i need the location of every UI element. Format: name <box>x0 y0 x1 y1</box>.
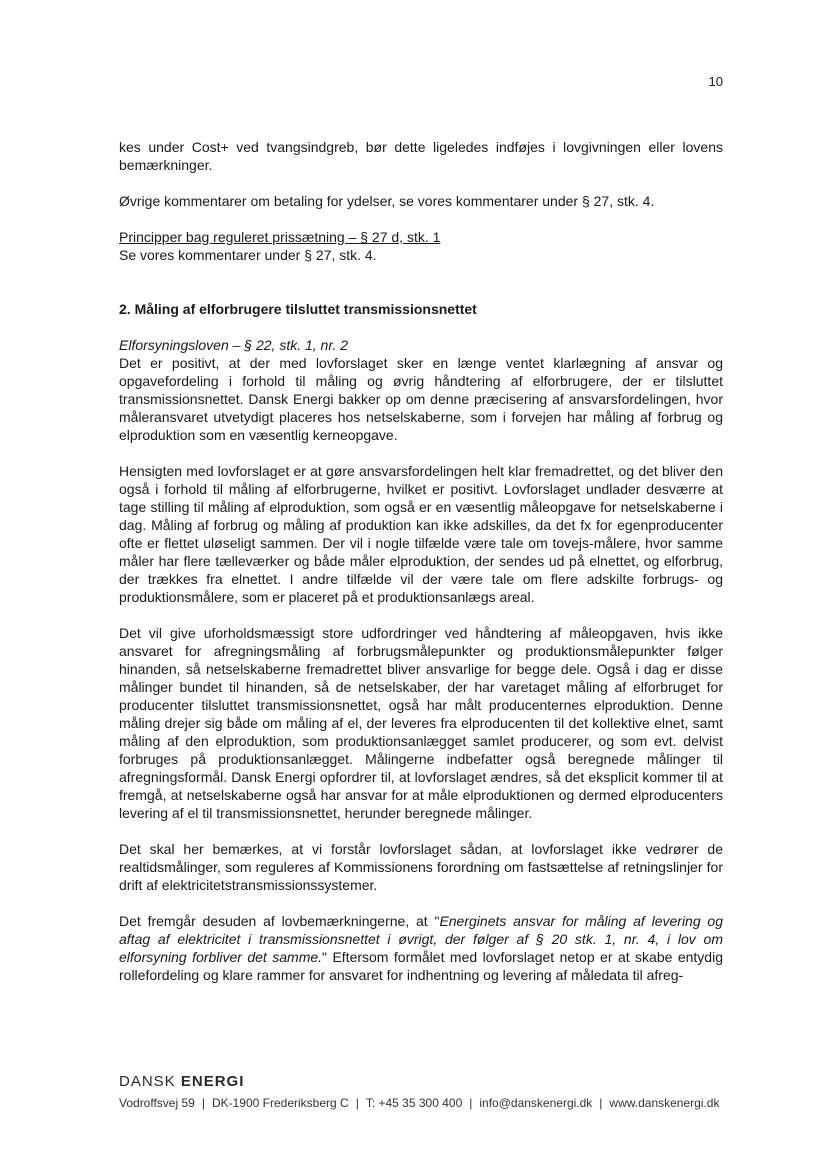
footer-address: Vodroffsvej 59 <box>119 1096 195 1110</box>
paragraph-challenges: Det vil give uforholdsmæssigt store udfordringer ved håndtering af måleopgaven, hvis ikke ansvaret for afregningsmåling af forbrugsmålepunkter og produktionsmålepunkter følger hinanden, så netselskaberne fremadrettet bliver ansvarlige for begge dele. Også i dag er disse målinger bundet til hinanden, så de netselskaber, der har varetaget måling af elforbruget for producenter tilsluttet transmissionsnettet, også har målt producenternes elproduktion. Denne måling drejer sig både om måling af el, der leveres fra elproducenten til det kollektive elnet, samt måling af den elproduktion, som produktionsanlægget samlet producerer, og som evt. delvist forbruges på produktionsanlægget. Målingerne indbefatter også beregnede målinger til afregningsformål. Dansk Energi opfordrer til, at lovforslaget ændres, så det eksplicit kommer til at fremgå, at netselskaberne også har ansvar for at måle elproduktionen og dermed elproducenters levering af el til transmissionsnettet, herunder beregnede målinger. <box>119 625 723 821</box>
section-heading: 2. Måling af elforbrugere tilsluttet transmissionsnettet <box>119 301 477 317</box>
footer-web[interactable]: www.danskenergi.dk <box>609 1096 720 1110</box>
quote-close-text: " Eftersom formålet med lovforslaget netop er at skabe entydig rollefordeling og klare rammer for ansvaret for indhentning og levering af måledata til afreg- <box>119 949 723 983</box>
footer-postal: DK-1900 Frederiksberg C <box>211 1096 349 1110</box>
footer <box>119 1073 739 1110</box>
paragraph-realtime-note: Det skal her bemærkes, at vi forstår lovforslaget sådan, at lovforslaget ikke vedrører de realtidsmålinger, som reguleres af Kommissionens forordning om fastsættelse af retningslinjer for drift af elektricitetstransmissionssystemer. <box>119 841 723 893</box>
footer-email[interactable]: info@danskenergi.dk <box>479 1096 593 1110</box>
footer-separator: | <box>355 1096 359 1110</box>
paragraph-law-remarks <box>119 912 723 984</box>
subheading-pricing-principles: Principper bag reguleret prissætning – § 27 d, stk. 1 <box>119 229 441 245</box>
paragraph-intent: Hensigten med lovforslaget er at gøre ansvarsfordelingen helt klar fremadrettet, og det bliver den også i forhold til måling af elforbrugerne, hvilket er positivt. Lovforslaget undlader desværre at tage stilling til måling af elproduktion, som også er en væsentlig måleopgave for netselskaberne i dag. Måling af forbrug og måling af produktion kan ikke adskilles, da det fx for egenproducenter ofte er flettet uløseligt sammen. Der vil i nogle tilfælde være tale om tovejs-målere, hvor samme måler har flere tælleværker og både måler elproduktion, der sendes ud på elnettet, og elforbrug, der trækkes fra elnettet. I andre tilfælde vil der være tale om flere adskilte forbrugs- og produktionsmålere, som er placeret på et produktionsanlægs areal. <box>119 463 723 605</box>
footer-separator: | <box>469 1096 473 1110</box>
quoted-text: Energinets ansvar for måling af levering og aftag af elektricitet i transmissionsnettet i øvrigt, der følger af § 20 stk. 1, nr. 4, i lov om elforsyning forbliver det samme. <box>119 913 723 965</box>
document-body <box>119 138 723 984</box>
paragraph-payment-comments: Øvrige kommentarer om betaling for ydelser, se vores kommentarer under § 27, stk. 4. <box>119 193 655 209</box>
brand-bold: ENERGI <box>180 1073 245 1090</box>
brand-logo <box>119 1073 739 1090</box>
brand-light: DANSK <box>119 1073 176 1090</box>
paragraph-see-comments: Se vores kommentarer under § 27, stk. 4. <box>119 247 377 263</box>
footer-separator: | <box>201 1096 205 1110</box>
footer-separator: | <box>599 1096 603 1110</box>
paragraph-continuation: kes under Cost+ ved tvangsindgreb, bør dette ligeledes indføjes i lovgivningen eller lovens bemærkninger. <box>119 139 723 173</box>
paragraph-positive-clarification: Det er positivt, at der med lovforslaget sker en længe ventet klarlægning af ansvar og opgavefordeling i forhold til måling og øvrig håndtering af elforbrugere, der er tilsluttet transmissionsnettet. Dansk Energi bakker op om denne præcisering af ansvarsfordelingen, hvor måleransvaret utvetydigt placeres hos netselskaberne, som i forvejen har måling af forbrug og elproduktion som en væsentlig kerneopgave. <box>119 355 723 443</box>
footer-phone: T: +45 35 300 400 <box>365 1096 463 1110</box>
quote-open-text: Det fremgår desuden af lovbemærkningerne, at " <box>119 913 440 929</box>
page-number: 10 <box>708 74 723 89</box>
law-reference: Elforsyningsloven – § 22, stk. 1, nr. 2 <box>119 337 349 353</box>
footer-contact <box>119 1096 739 1110</box>
